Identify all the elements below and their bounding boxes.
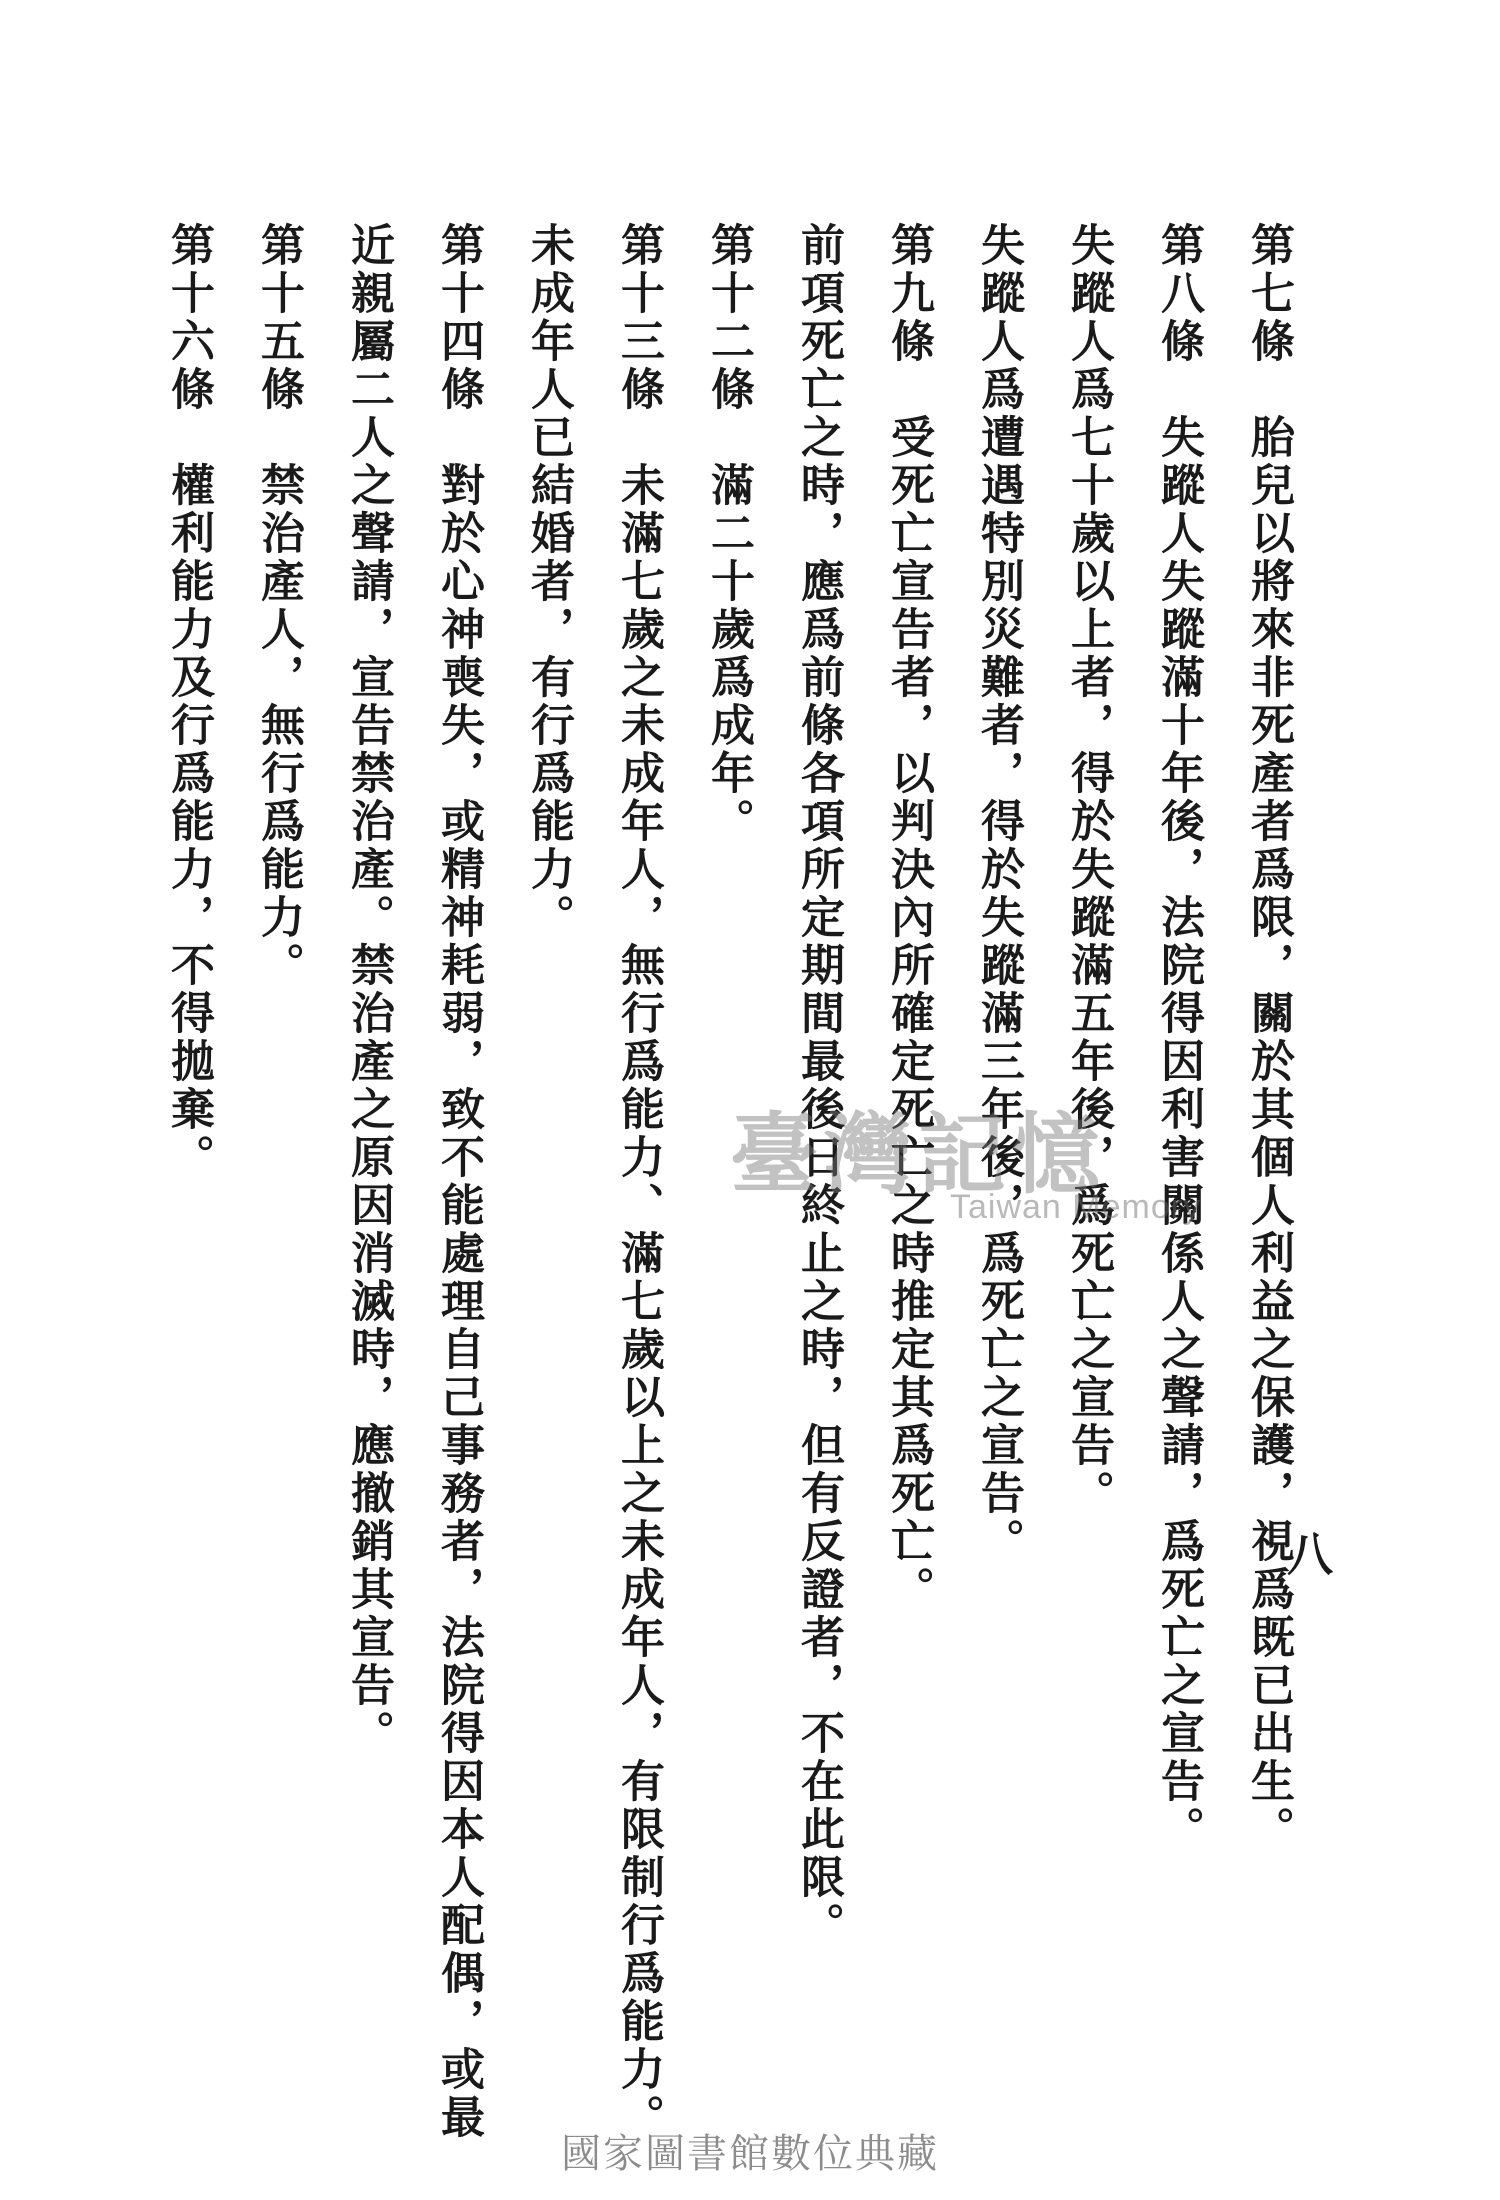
- article-text: 禁治產人，無行爲能力。: [253, 462, 304, 990]
- article-13-column: [613, 222, 664, 2142]
- article-label: 第十四條: [433, 222, 484, 414]
- article-text: 對於心神喪失，或精神耗弱，致不能處理自己事務者，法院得因本人配偶，或最: [433, 462, 484, 2142]
- article-label: 第七條: [1243, 222, 1294, 366]
- article-text: 受死亡宣告者，以判決內所確定死亡之時推定其爲死亡。: [883, 414, 934, 1614]
- article-12-column: [703, 222, 754, 846]
- article-9-para-2: [793, 222, 844, 1950]
- article-8-para-2: [1063, 222, 1114, 1518]
- article-text: 滿二十歲爲成年。: [703, 462, 754, 846]
- article-13-para-2: [523, 222, 574, 942]
- watermark-english: Taiwan Memory: [950, 1188, 1202, 1226]
- article-16-column: [163, 222, 214, 1182]
- watermark: [730, 1102, 1250, 1240]
- article-text: 權利能力及行爲能力，不得拋棄。: [163, 462, 214, 1182]
- article-label: 第八條: [1153, 222, 1204, 366]
- article-label: 第十六條: [163, 222, 214, 414]
- article-text: 失蹤人爲遭遇特別災難者，得於失蹤滿三年後，爲死亡之宣告。: [973, 222, 1024, 1566]
- article-8-column: [1153, 222, 1204, 1854]
- article-label: 第十二條: [703, 222, 754, 414]
- article-15-column: [253, 222, 304, 990]
- article-14-continuation: [343, 222, 394, 1758]
- article-text: 胎兒以將來非死產者爲限，關於其個人利益之保護，視爲既已出生。: [1243, 414, 1294, 1854]
- article-7-column: [1243, 222, 1294, 1854]
- article-text: 近親屬二人之聲請，宣告禁治產。禁治產之原因消滅時，應撤銷其宣告。: [343, 222, 394, 1758]
- watermark-chinese: 臺灣記憶: [730, 1102, 1107, 1206]
- article-text: 未成年人已結婚者，有行爲能力。: [523, 222, 574, 942]
- article-label: 第九條: [883, 222, 934, 366]
- footer-collection-label: 國家圖書館數位典藏: [561, 2131, 939, 2177]
- article-text: 失蹤人爲七十歲以上者，得於失蹤滿五年後，爲死亡之宣告。: [1063, 222, 1114, 1518]
- article-label: 第十三條: [613, 222, 664, 414]
- page-number: 八: [1280, 1530, 1334, 1576]
- article-14-column: [433, 222, 484, 2142]
- article-text: 失蹤人失蹤滿十年後，法院得因利害關係人之聲請，爲死亡之宣告。: [1153, 414, 1204, 1854]
- article-text: 前項死亡之時，應爲前條各項所定期間最後日終止之時，但有反證者，不在此限。: [793, 222, 844, 1950]
- article-text: 未滿七歲之未成年人，無行爲能力、滿七歲以上之未成年人，有限制行爲能力。: [613, 462, 664, 2142]
- article-9-column: [883, 222, 934, 1614]
- article-label: 第十五條: [253, 222, 304, 414]
- article-8-para-3: [973, 222, 1024, 1566]
